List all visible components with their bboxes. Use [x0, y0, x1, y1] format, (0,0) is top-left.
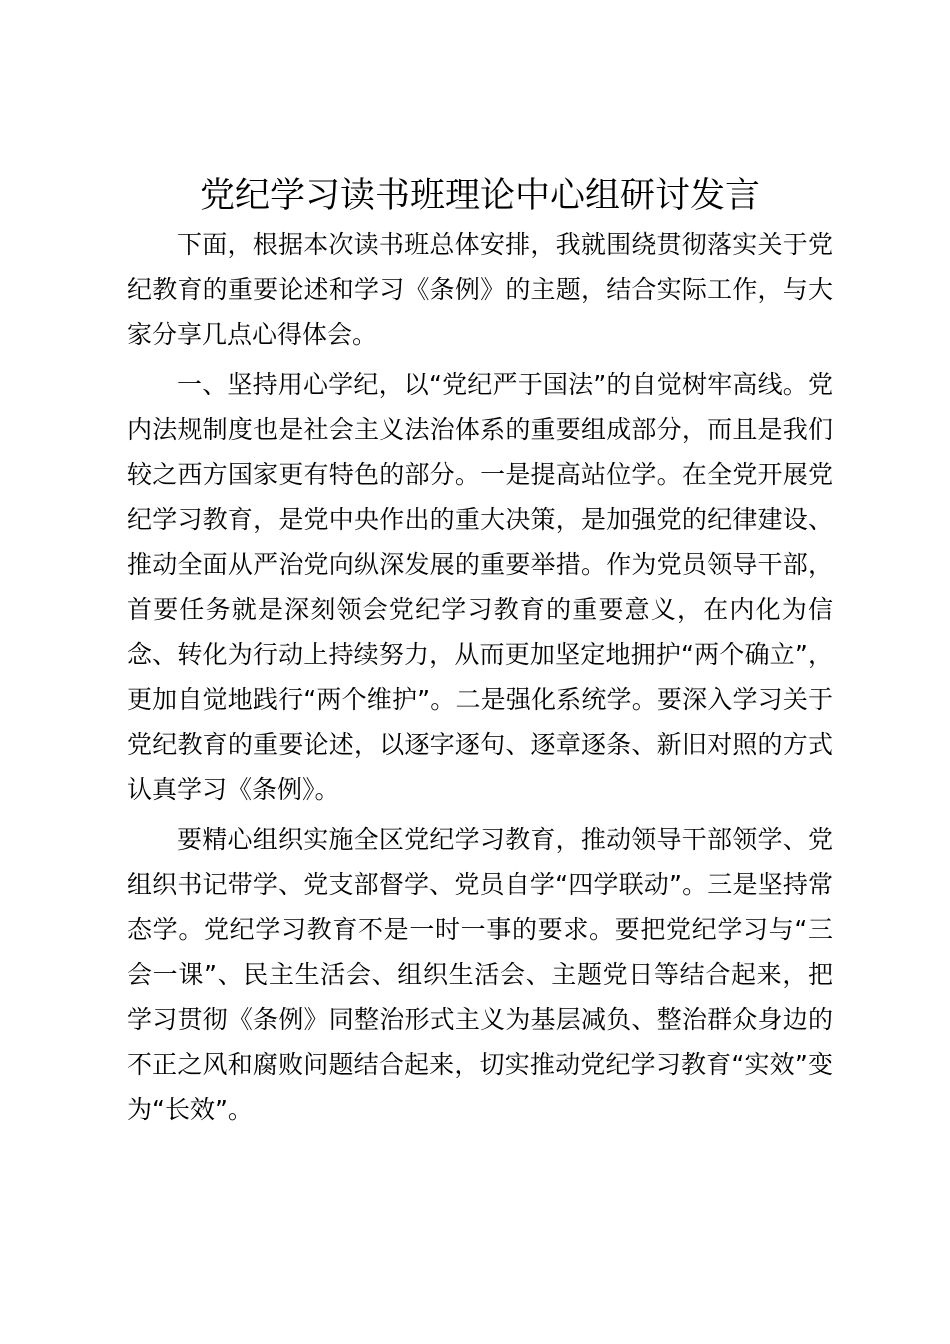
paragraph-intro: 下面，根据本次读书班总体安排，我就围绕贯彻落实关于党纪教育的重要论述和学习《条例》的主题，结合实际工作，与大家分享几点心得体会。 — [127, 230, 833, 349]
document-title: 党纪学习读书班理论中心组研讨发言 — [199, 176, 760, 216]
paragraph-section-one: 一、坚持用心学纪，以“党纪严于国法”的自觉树牢高线。党内法规制度也是社会主义法治体系的重要组成部分，而且是我们较之西方国家更有特色的部分。一是提高站位学。在全党开展党纪学习教育，是党中央作出的重大决策，是加强党的纪律建设、推动全面从严治党向纵深发展的重要举措。作为党员领导干部，首要任务就是深刻领会党纪学习教育的重要意义，在内化为信念、转化为行动上持续努力，从而更加坚定地拥护“两个确立”，更加自觉地践行“两个维护”。二是强化系统学。要深入学习关于党纪教育的重要论述，以逐字逐句、逐章逐条、新旧对照的方式认真学习《条例》。 — [127, 370, 833, 804]
paragraph-section-one-continued: 要精心组织实施全区党纪学习教育，推动领导干部领学、党组织书记带学、党支部督学、党员自学“四学联动”。三是坚持常态学。党纪学习教育不是一时一事的要求。要把党纪学习与“三会一课”、民主生活会、组织生活会、主题党日等结合起来，把学习贯彻《条例》同整治形式主义为基层减负、整治群众身边的不正之风和腐败问题结合起来，切实推动党纪学习教育“实效”变为“长效”。 — [127, 825, 833, 1124]
document-page — [127, 170, 833, 1132]
